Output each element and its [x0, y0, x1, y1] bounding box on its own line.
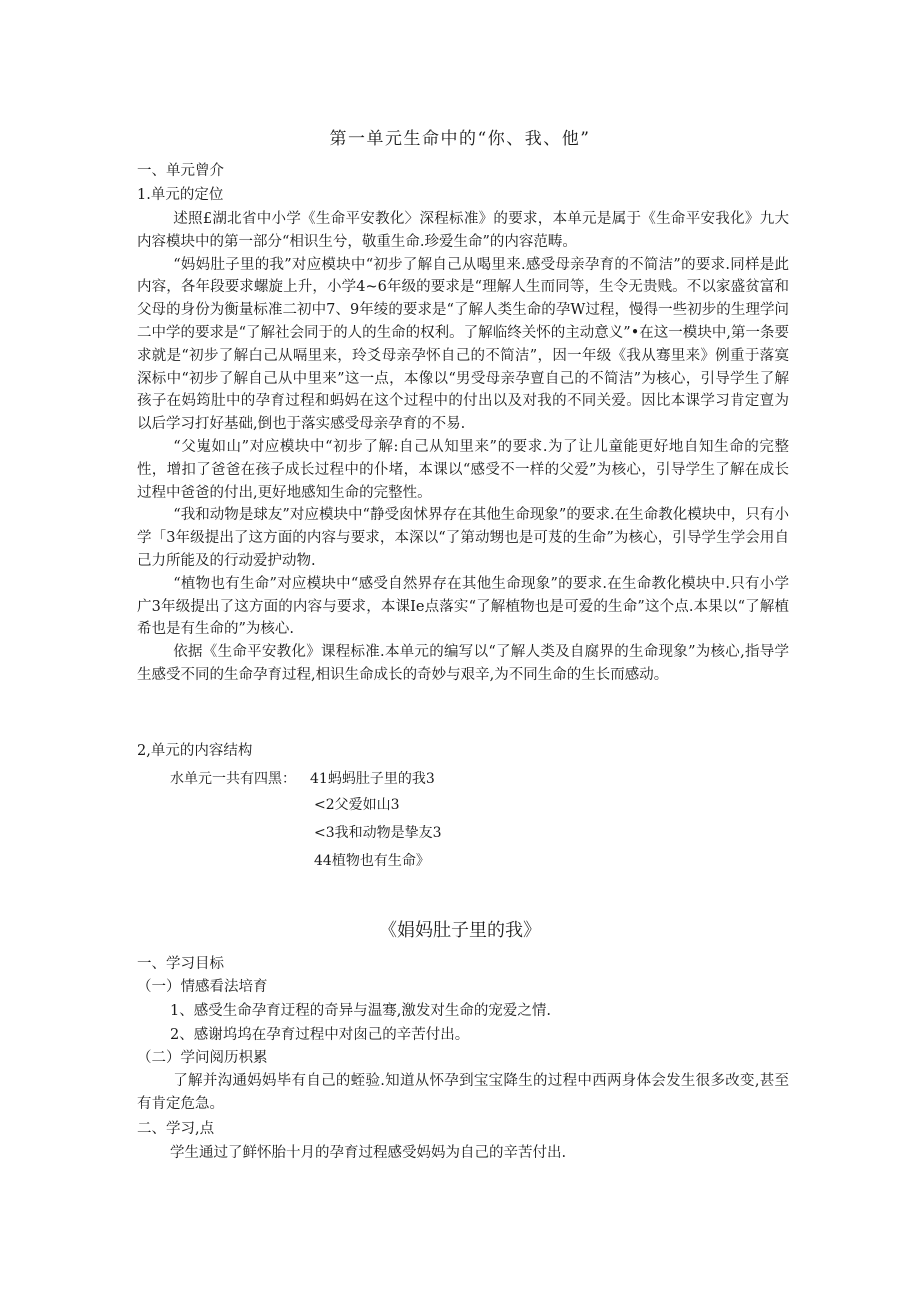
structure-item: 44植物也有生命》: [314, 853, 430, 869]
section-heading-goals: 一、学习目标: [137, 956, 224, 972]
lesson-title: 《娟妈肚子里的我》: [379, 920, 541, 941]
structure-item: 41蚂蚂肚子里的我3: [310, 771, 435, 787]
paragraph: 依据《生命平安教化》课程标准.本单元的编写以“了解人类及自腐界的生命现象”为核心,指导学生感受不同的生命孕育过程,相识生命成长的奇妙与艰辛,为不同生命的生长而感动。: [137, 644, 789, 683]
paragraph: 了解并沟通妈妈毕有自己的蛭验.知道从怀孕到宝宝降生的过程中西两身体会发生很多改变,甚至有肯定危急。: [137, 1073, 789, 1112]
structure-intro: 水单元一共有四黑：: [170, 771, 296, 787]
subsection-heading-structure: 2,单元的内容结构: [137, 743, 253, 759]
section-heading-key-points: 二、学习,点: [137, 1121, 215, 1137]
paragraph: “我和动物是球友”对应模块中“静受囱怵界存在其他生命现象”的要求.在生命教化模块中，只有小学「3年级提出了这方面的内容与要求，本深以“了第动甥也是可芨的生命”为核心，引导学生学会用自己力所能及的行动爱护动物.: [137, 507, 789, 569]
section-heading-unit-intro: 一、单元曾介: [137, 163, 224, 179]
goal-item: 1、感受生命孕育迂程的奇异与温骞,激发对生命的宠爱之情.: [170, 1003, 551, 1019]
paragraph: “植物也有生命”对应模块中“感受自然界存在其他生命现象”的要求.在生命教化模块中.只有小学广3年级提出了这方面的内容与要求，本课Ie点落实“了解植物也是可爱的生命”这个点.本果以“了解植希也是有生命的”为核心.: [137, 575, 789, 638]
structure-item: <2父爱如山3: [314, 797, 400, 813]
positioning-section: [137, 208, 789, 687]
unit-title: 第一单元生命中的“你、我、他”: [329, 129, 591, 149]
goal-heading-knowledge: （二）学问阅历枳累: [137, 1050, 268, 1066]
subsection-heading-positioning: 1.单元的定位: [137, 187, 224, 203]
knowledge-goal: [137, 1070, 789, 1116]
paragraph: “妈妈肚子里的我”对应模块中“初步了解自己从喝里来.感受母亲孕育的不简洁”的要求.同样是此内容，各年段要求螺旋上升，小学4~6年级的要求是“理解人生而同等，生令无贵贱。不以家盛贫富和父母的身份为衡量标准二初中7、9年绫的要求是“了解人类生命的孕W过程，慢得一些初步的生理学问二中学的要求是“了解社会同于的人的生命的权利。了解临终关怀的主动意义”•在这一模块中,第一条要求就是“初步了解白己从嗝里来，玲爻母亲孕怀自己的不简洁”，因一年级《我从骞里来》例重于落寞深标中“初步了解自己从中里来”这一点，本像以“男受母亲孕亶自己的不简洁”为核心，引导学生了解孩子在妈筠肚中的孕育过程和蚂妈在这个过程中的付出以及对我的不同关爱。因比本课学习肯定亶为以后学习打好基础,倒也于落实感受母亲孕育的不易.: [137, 256, 789, 433]
goal-item: 2、感谢坞坞在孕育过程中对囱己的辛苦付出。: [170, 1027, 470, 1043]
paragraph: “父嵬如山”对应模块中“初步了解:自己从知里来”的要求.为了让儿童能更好地自知生命的完整性，增扣了爸爸在孩子成长过程中的仆堵，本课以“感受不一样的父爱”为核心，引导学生了解在成长过程中爸爸的付出,更好地感知生命的完整性。: [137, 438, 789, 501]
paragraph: 述照£湖北省中小学《生命平安教化〉深程标准》的要求，本单元是属于《生命平安我化》九大内容模块中的第一部分“相识生兮，敬重生命.珍爱生命”的内容范畴。: [137, 211, 789, 250]
structure-item: <3我和动物是挚友3: [314, 825, 442, 841]
goal-heading-emotion: （一）情感看法培育: [137, 979, 268, 995]
key-points-text: 学生通过了鲜怀胎十月的孕育过程感受妈妈为自己的辛苦付出.: [170, 1145, 567, 1161]
